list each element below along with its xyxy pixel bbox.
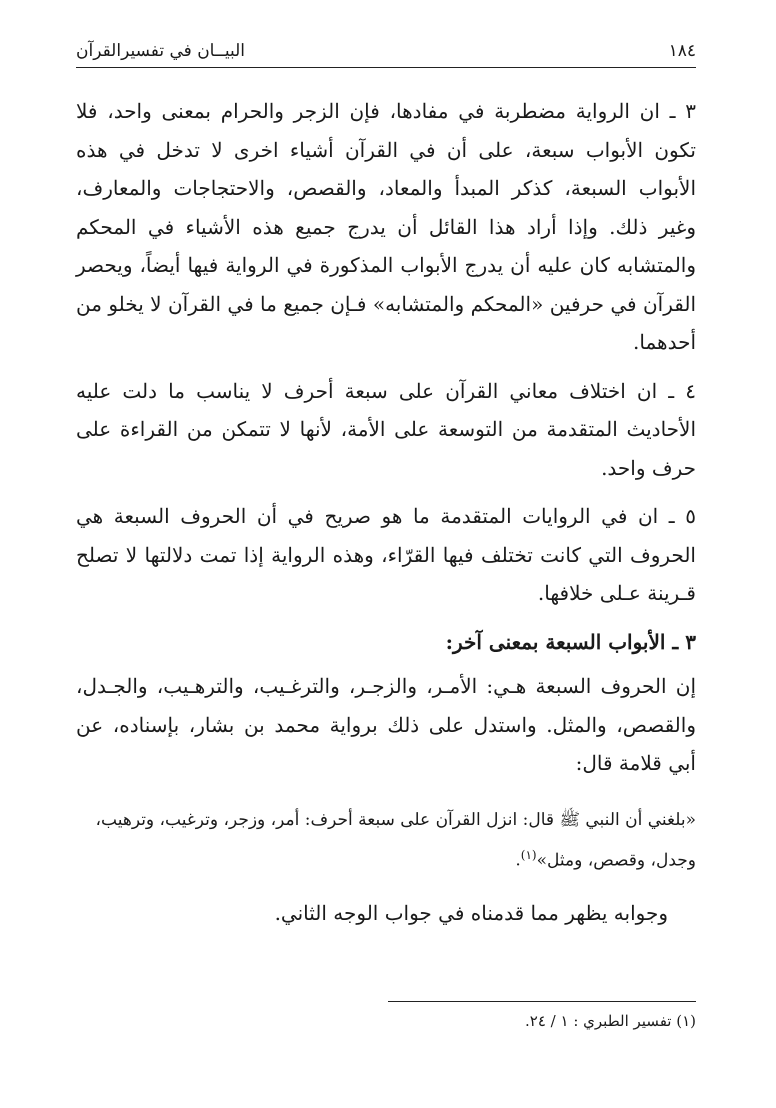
closing-line: وجوابه يظهر مما قدمناه في جواب الوجه الثاني.: [274, 901, 668, 926]
quote-text: «بلغني أن النبي ﷺ قال: انزل القرآن على سبعة أحرف: أمر، وزجر، وترغيب، وترهيب، وجدل، وقصص، ومثل»: [95, 809, 696, 871]
quote-period: .: [515, 850, 521, 871]
main-text: [76, 92, 696, 933]
running-header: [76, 32, 696, 68]
footnote-separator: [388, 1001, 696, 1002]
paragraph-point-5: ٥ ـ ان في الروايات المتقدمة ما هو صريح في أن الحروف السبعة هي الحروف التي كانت تختلف فيها القرّاء، وهذه الرواية إذا تمت دلالتها لا تصلح قـرينة عـلى خلافها.: [76, 504, 696, 605]
footnote-reference: (١): [520, 847, 537, 862]
paragraph-point-3: ٣ ـ ان الرواية مضطربة في مفادها، فإن الزجر والحرام بمعنى واحد، فلا تكون الأبواب سبعة، على أن في القرآن أشياء اخرى لا تدخل في هذه الأبواب السبعة، كذكر المبدأ والمعاد، والقصص، والاحتجاجات والمعارف، وغير ذلك. وإذا أراد هذا القائل أن يدرج جميع هذه الأشياء في المحكم والمتشابه كان عليه أن يدرج الأبواب المذكورة في الرواية فيها أيضاً، ويحصر القرآن في حرفين «المحكم والمتشابه» فـإن جميع ما في القرآن لا يخلو من أحدهما.: [76, 99, 697, 354]
footnote: (١) تفسير الطبري : ١ / ٢٤.: [525, 1012, 696, 1030]
running-title: البيــان في تفسيرالقرآن: [76, 41, 245, 61]
hadith-quote: [76, 803, 696, 879]
paragraph-point-4: ٤ ـ ان اختلاف معاني القرآن على سبعة أحرف لا يناسب ما دلت عليه الأحاديث المتقدمة من التوسعة على الأمة، لأنها لا تتمكن من القراءة على حرف واحد.: [76, 378, 696, 480]
section-paragraph: إن الحروف السبعة هـي: الأمـر، والزجـر، والترغـيب، والترهـيب، والجـدل، والقصص، والمثل. واستدل على ذلك برواية محمد بن بشار، بإسناده، عن أبي قلامة قال:: [76, 674, 696, 775]
section-heading: ٣ ـ الأبواب السبعة بمعنى آخر:: [445, 629, 696, 654]
page-number: ١٨٤: [668, 41, 696, 61]
